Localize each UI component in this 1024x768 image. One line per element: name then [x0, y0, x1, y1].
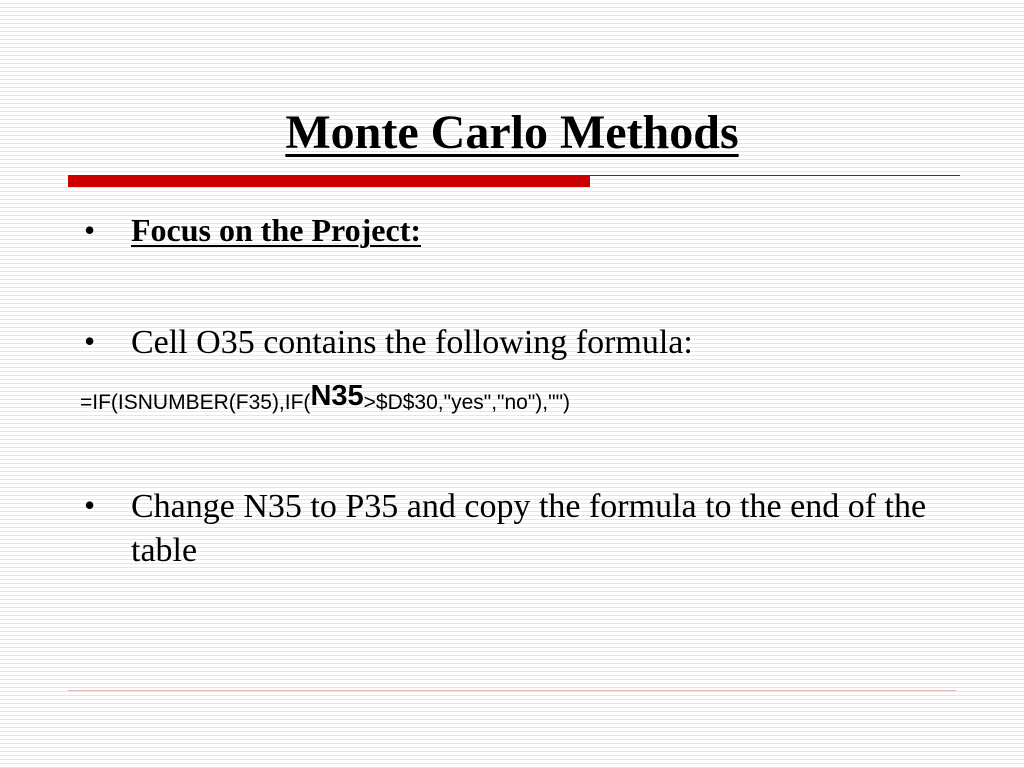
formula-line — [80, 376, 570, 423]
title-rule-thin-segment — [590, 175, 960, 176]
footer-rule — [68, 690, 956, 691]
bullet-text: Cell O35 contains the following formula: — [131, 324, 693, 361]
slide-title: Monte Carlo Methods — [285, 106, 739, 159]
bullet-glyph: • — [84, 487, 96, 523]
formula-suffix: >$D$30,"yes","no"),"") — [363, 391, 571, 414]
formula-prefix: =IF(ISNUMBER(F35),IF( — [80, 391, 311, 414]
bullet-heading-text: Focus on the Project: — [131, 212, 421, 248]
bullet-glyph: • — [84, 212, 96, 248]
title-underline-rule — [68, 175, 960, 189]
formula-highlighted-cell-ref: N35 — [310, 380, 364, 412]
bullet-text: Change N35 to P35 and copy the formula to the end of the table — [131, 488, 927, 569]
bullet-glyph: • — [84, 323, 96, 359]
title-rule-thick-segment — [68, 175, 590, 187]
